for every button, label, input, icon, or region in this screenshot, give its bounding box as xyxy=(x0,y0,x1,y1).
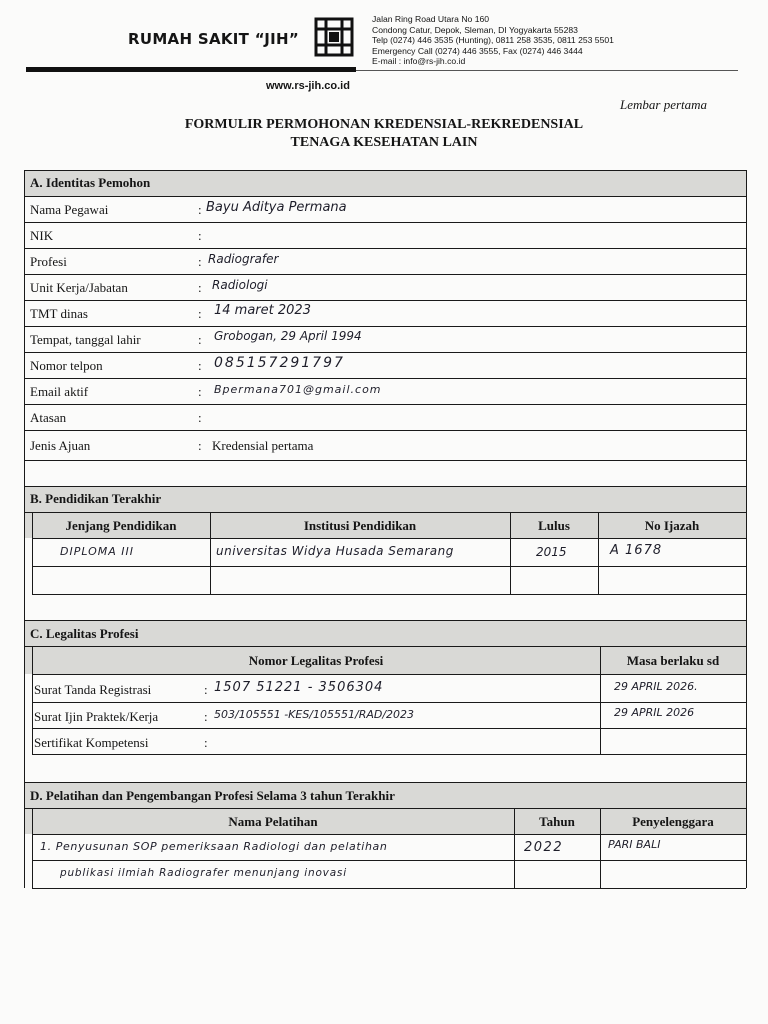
form-title-line1: FORMULIR PERMOHONAN KREDENSIAL-REKREDENSIAL xyxy=(184,117,584,132)
form-title-line2: TENAGA KESEHATAN LAIN xyxy=(290,135,478,150)
cell-penyelenggara-1[interactable]: PARI BALI xyxy=(608,838,661,851)
col-no-ijazah: No Ijazah xyxy=(644,518,700,533)
section-b-title: B. Pendidikan Terakhir xyxy=(30,491,162,506)
email-line: E-mail : info@rs-jih.co.id xyxy=(372,56,466,67)
label-nik: NIK xyxy=(30,228,54,243)
cell-pelatihan-2[interactable]: publikasi ilmiah Radiografer menunjang inovasi xyxy=(60,867,347,879)
label-profesi: Profesi xyxy=(30,254,67,269)
cell-tahun-1[interactable]: 2022 xyxy=(524,840,564,855)
col-institusi-pendidikan: Institusi Pendidikan xyxy=(303,518,417,533)
address-line: Jalan Ring Road Utara No 160 xyxy=(372,14,490,24)
section-c-title: C. Legalitas Profesi xyxy=(30,626,139,641)
colon: : xyxy=(198,254,202,269)
emergency-line: Emergency Call (0274) 446 3555, Fax (0274) 446 3444 xyxy=(372,45,583,56)
col-nama-pelatihan: Nama Pelatihan xyxy=(228,814,318,829)
field-unit-kerja[interactable]: Radiologi xyxy=(212,278,268,292)
colon: : xyxy=(198,332,202,347)
field-nama-pegawai[interactable]: Bayu Aditya Permana xyxy=(206,200,347,215)
col-jenjang-pendidikan: Jenjang Pendidikan xyxy=(65,518,177,533)
label-atasan: Atasan xyxy=(30,410,67,425)
colon: : xyxy=(198,306,202,321)
contact-info xyxy=(372,14,614,67)
credential-form xyxy=(24,170,746,890)
label-tempat-tanggal-lahir: Tempat, tanggal lahir xyxy=(30,332,141,347)
col-nomor-legalitas: Nomor Legalitas Profesi xyxy=(248,653,384,668)
field-tempat-tanggal-lahir[interactable]: Grobogan, 29 April 1994 xyxy=(214,329,362,343)
field-str-valid[interactable]: 29 APRIL 2026. xyxy=(614,680,698,693)
field-sip[interactable]: 503/105551 -KES/105551/RAD/2023 xyxy=(214,708,415,721)
form-title xyxy=(0,116,768,152)
colon: : xyxy=(198,280,202,295)
section-a-title: A. Identitas Pemohon xyxy=(30,175,151,190)
hospital-name: RUMAH SAKIT “JIH” xyxy=(128,30,299,48)
field-nomor-telpon[interactable]: 085157291797 xyxy=(214,355,345,371)
field-jenis-ajuan: Kredensial pertama xyxy=(212,438,314,453)
colon: : xyxy=(198,358,202,373)
label-str: Surat Tanda Registrasi xyxy=(34,682,152,697)
colon: : xyxy=(204,709,208,724)
field-profesi[interactable]: Radiografer xyxy=(208,252,279,266)
colon: : xyxy=(198,384,202,399)
sheet-label: Lembar pertama xyxy=(620,97,708,112)
field-email-aktif[interactable]: Bpermana701@gmail.com xyxy=(214,383,382,396)
colon: : xyxy=(204,735,208,750)
phone-line: Telp (0274) 446 3535 (Hunting), 0811 258 3535, 0811 253 5501 xyxy=(372,35,614,46)
label-nama-pegawai: Nama Pegawai xyxy=(30,202,109,217)
address-line: Condong Catur, Depok, Sleman, DI Yogyakarta 55283 xyxy=(372,24,578,35)
section-d-title: D. Pelatihan dan Pengembangan Profesi Selama 3 tahun Terakhir xyxy=(30,788,395,803)
hospital-logo-icon xyxy=(314,17,354,57)
col-tahun: Tahun xyxy=(539,814,575,829)
cell-no-ijazah[interactable]: A 1678 xyxy=(610,543,663,558)
field-sip-valid[interactable]: 29 APRIL 2026 xyxy=(614,706,695,719)
col-masa-berlaku: Masa berlaku sd xyxy=(626,653,720,668)
label-tmt-dinas: TMT dinas xyxy=(30,306,88,321)
label-jenis-ajuan: Jenis Ajuan xyxy=(30,438,91,453)
label-nomor-telpon: Nomor telpon xyxy=(30,358,103,373)
label-email-aktif: Email aktif xyxy=(30,384,89,399)
colon: : xyxy=(198,438,202,453)
cell-pelatihan-1[interactable]: 1. Penyusunan SOP pemeriksaan Radiologi dan pelatihan xyxy=(40,840,388,853)
label-sip: Surat Ijin Praktek/Kerja xyxy=(34,709,159,724)
col-lulus: Lulus xyxy=(538,518,570,533)
label-sertifikat-kompetensi: Sertifikat Kompetensi xyxy=(34,735,149,750)
website-link[interactable]: www.rs-jih.co.id xyxy=(266,80,350,92)
cell-jenjang[interactable]: DIPLOMA III xyxy=(60,545,135,558)
colon: : xyxy=(198,202,202,217)
header-rule-thin xyxy=(356,70,738,71)
cell-institusi[interactable]: universitas Widya Husada Semarang xyxy=(216,544,454,558)
header-rule-thick xyxy=(26,67,356,72)
colon: : xyxy=(204,682,208,697)
col-penyelenggara: Penyelenggara xyxy=(632,814,714,829)
field-str[interactable]: 1507 51221 - 3506304 xyxy=(214,680,384,695)
colon: : xyxy=(198,228,202,243)
field-tmt-dinas[interactable]: 14 maret 2023 xyxy=(214,303,311,318)
label-unit-kerja: Unit Kerja/Jabatan xyxy=(30,280,128,295)
cell-lulus[interactable]: 2015 xyxy=(536,545,567,559)
colon: : xyxy=(198,410,202,425)
